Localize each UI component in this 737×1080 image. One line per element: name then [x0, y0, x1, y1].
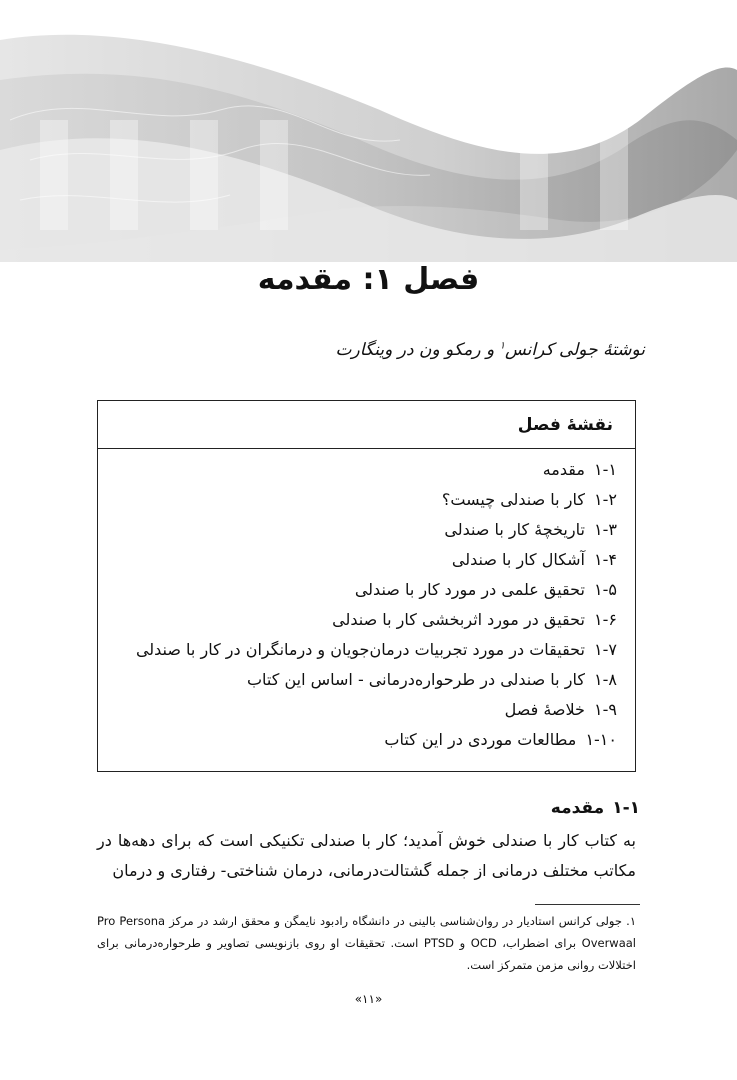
chapter-map-item[interactable]	[98, 575, 617, 605]
chapter-map-item-number: ۱-۹	[594, 700, 617, 719]
authors-text-continued: و رمکو ون در وینگارت	[335, 340, 500, 360]
chapter-map-box	[97, 400, 636, 772]
footnote-divider	[535, 904, 640, 905]
chapter-map-item-number: ۱-۸	[594, 670, 617, 689]
footnote-reference[interactable]: ۱	[499, 340, 505, 352]
chapter-map-item-number: ۱-۱۰	[585, 730, 617, 749]
authors-text: نوشتهٔ جولی کرانس	[504, 340, 645, 360]
page-number: «۱۱»	[354, 992, 383, 1006]
chapter-map-item-label: تحقیق در مورد اثربخشی کار با صندلی	[332, 610, 585, 629]
chapter-map-item[interactable]	[98, 725, 617, 755]
chapter-map-item-label: مطالعات موردی در این کتاب	[384, 730, 577, 749]
chapter-map-item-label: آشکال کار با صندلی	[451, 550, 585, 569]
chapter-authors	[336, 340, 645, 360]
footnote-text: ۱. جولی کرانس استادیار در روان‌شناسی بالینی در دانشگاه رادبود نایمگن و محقق ارشد در مرکز Pro Persona Overwaal برای اضطراب، OCD و PTSD است. تحقیقات او روی بازنویسی تصاویر و طرحواره‌درمانی برای اختلالات روانی مزمن متمرکز است.	[97, 914, 636, 972]
chapter-map-item[interactable]	[98, 545, 617, 575]
chapter-map-item[interactable]	[98, 635, 617, 665]
chapter-map-item[interactable]	[98, 455, 617, 485]
chapter-title: فصل ۱: مقدمه	[257, 262, 480, 297]
chapter-map-item[interactable]	[98, 605, 617, 635]
chapter-map-list	[98, 449, 635, 755]
chapter-map-item-number: ۱-۲	[594, 490, 617, 509]
chapter-map-item[interactable]	[98, 665, 617, 695]
section-title: مقدمه	[550, 798, 605, 818]
chapter-map-item-label: تاریخچهٔ کار با صندلی	[444, 520, 585, 539]
section-heading	[551, 798, 640, 818]
chapter-map-item-number: ۱-۳	[594, 520, 617, 539]
chapter-map-item-number: ۱-۷	[594, 640, 617, 659]
chapter-map-item-label: تحقیق علمی در مورد کار با صندلی	[354, 580, 585, 599]
chapter-map-item-label: خلاصهٔ فصل	[504, 700, 585, 719]
chapter-map-item-number: ۱-۴	[594, 550, 617, 569]
chapter-map-item-label: کار با صندلی در طرحواره‌درمانی - اساس این کتاب	[246, 670, 585, 689]
chapter-map-item-label: مقدمه	[542, 460, 585, 479]
body-paragraph: به کتاب کار با صندلی خوش آمدید؛ کار با صندلی تکنیکی است که برای دهه‌ها در مکاتب مختلف درمانی از جمله گشتالت‌درمانی، درمان شناختی- رفتاری و درمان	[97, 831, 636, 880]
chapter-map-item-number: ۱-۵	[594, 580, 617, 599]
decorative-wave-banner	[0, 0, 737, 262]
chapter-map-item-label: کار با صندلی چیست؟	[441, 490, 585, 509]
section-number: ۱-۱	[612, 798, 640, 818]
chapter-map-heading: نقشهٔ فصل	[98, 401, 635, 449]
chapter-map-item[interactable]	[98, 515, 617, 545]
chapter-map-item[interactable]	[98, 695, 617, 725]
chapter-map-item-label: تحقیقات در مورد تجربیات درمان‌جویان و درمانگران در کار با صندلی	[135, 640, 585, 659]
chapter-map-item-number: ۱-۶	[594, 610, 617, 629]
chapter-map-item-number: ۱-۱	[594, 460, 617, 479]
chapter-map-item[interactable]	[98, 485, 617, 515]
